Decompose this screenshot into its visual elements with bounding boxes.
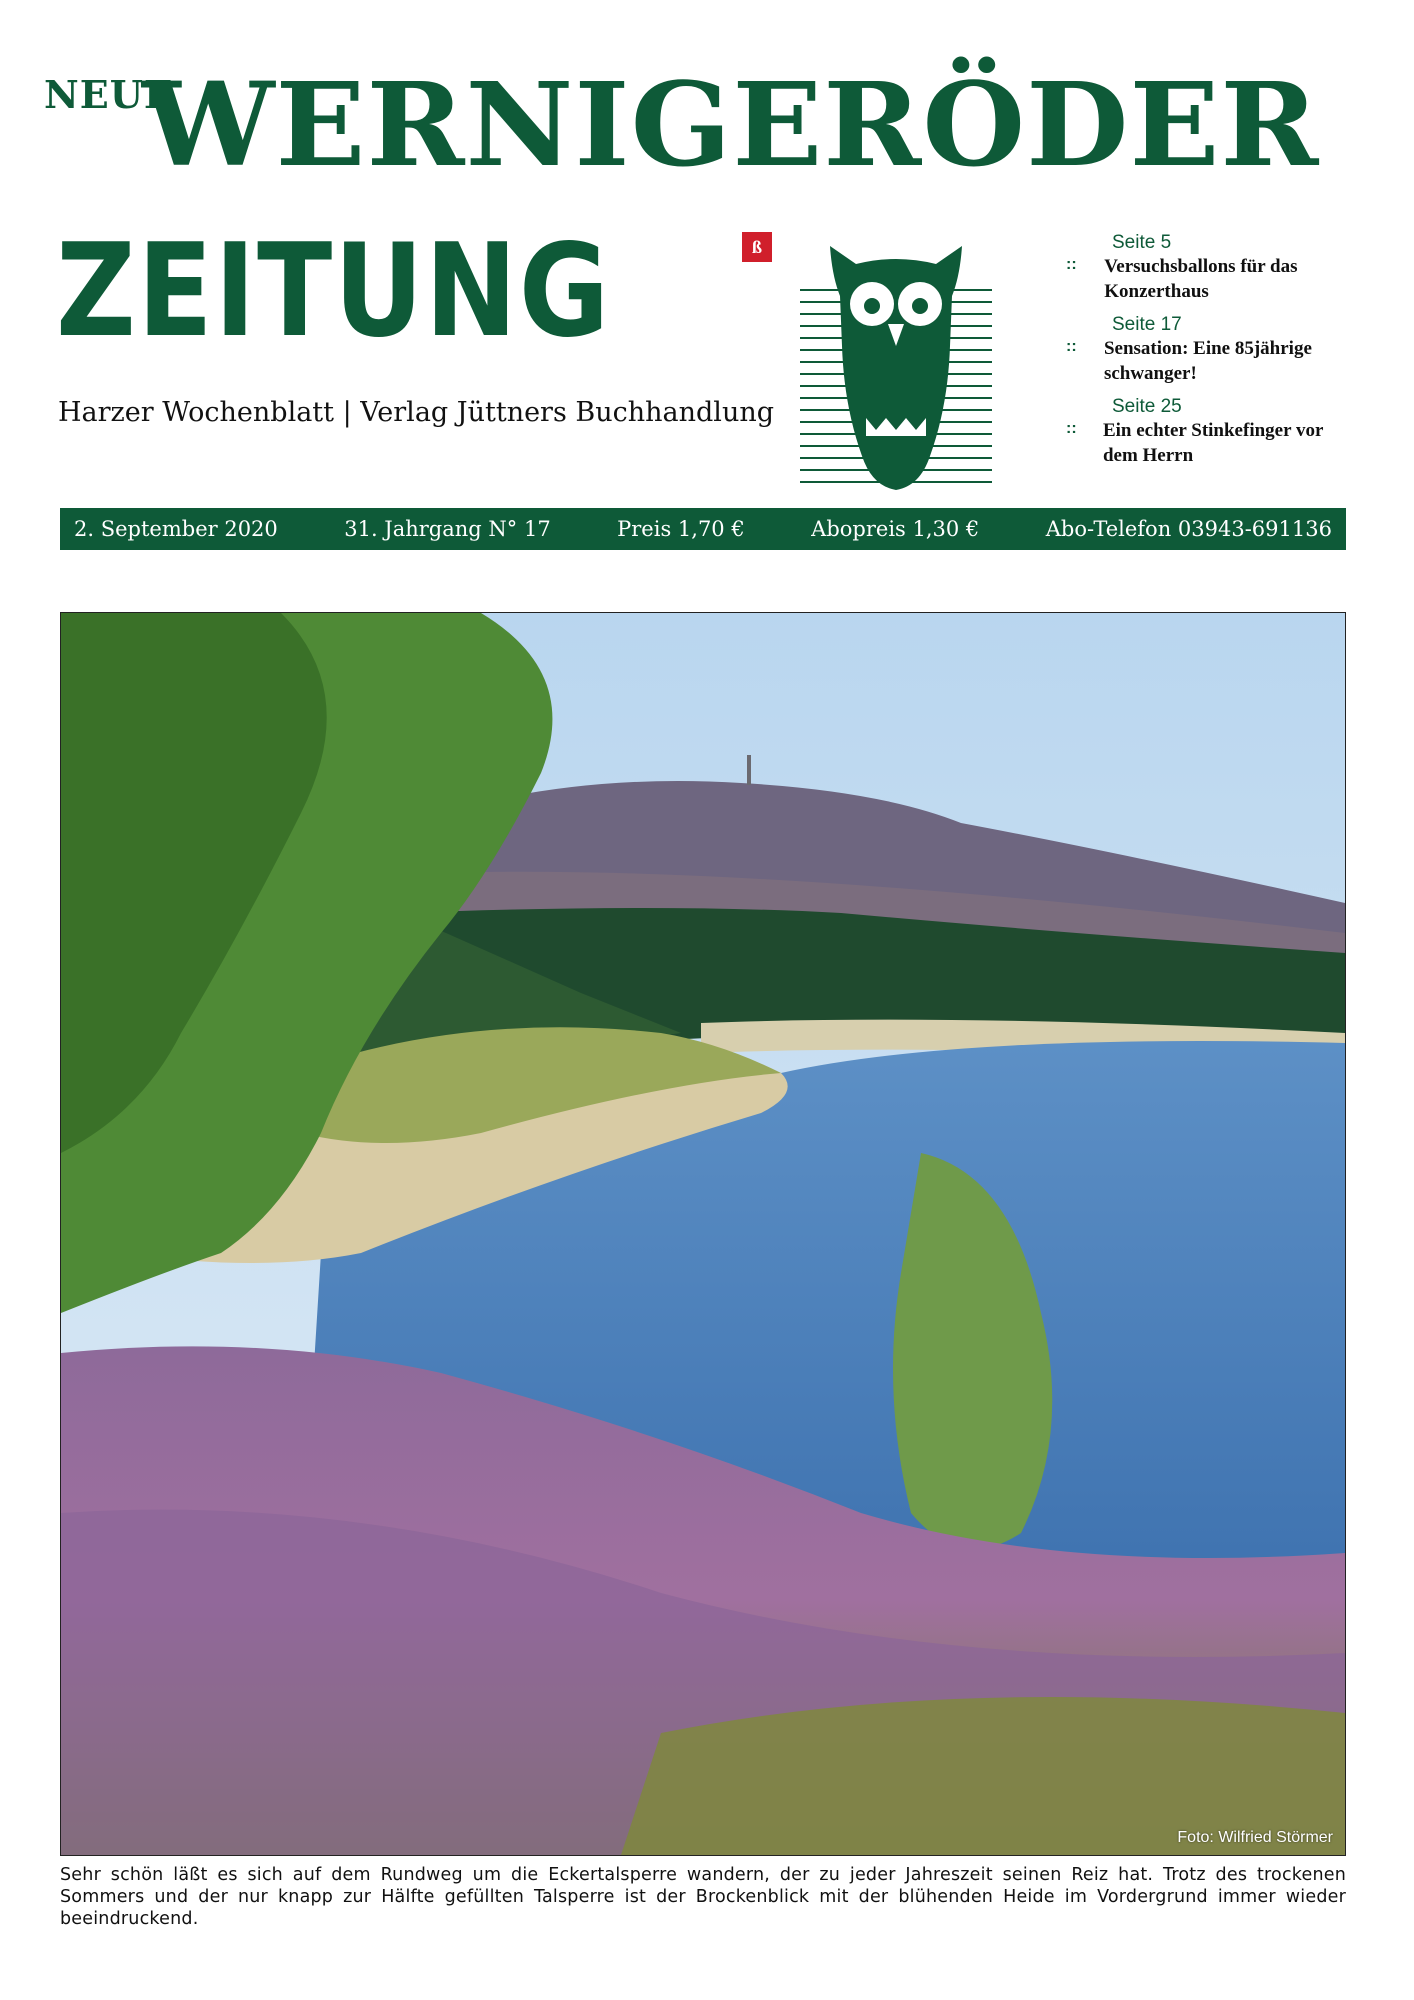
info-bar (60, 508, 1346, 550)
photo-caption: Sehr schön läßt es sich auf dem Rundweg um die Eckertalsperre wandern, der zu jeder Jahreszeit seinen Reiz hat. Trotz des trockenen Sommers und der nur knapp zur Hälfte gefüllten Talsperre ist der Brockenblick mit der blühenden Heide im Vordergrund immer wieder beeindruckend. (60, 1865, 1346, 1929)
teaser-bullet: :: (1066, 256, 1077, 273)
teaser-bullet: :: (1066, 338, 1077, 355)
teaser-page: Seite 5 (1112, 232, 1172, 253)
teaser-item[interactable] (1066, 314, 1356, 386)
masthead-title-line2: ZEITUNG (56, 217, 611, 366)
teaser-page: Seite 17 (1112, 314, 1182, 335)
masthead-tagline: Harzer Wochenblatt | Verlag Jüttners Buchhandlung (58, 397, 775, 428)
issue-price: Preis 1,70 € (617, 517, 745, 541)
issue-volume: 31. Jahrgang N° 17 (344, 517, 551, 541)
teaser-item[interactable] (1066, 232, 1356, 304)
teaser-bullet: :: (1066, 420, 1077, 437)
subscription-price: Abopreis 1,30 € (811, 517, 980, 541)
teaser-headline: Sensation: Eine 85jährige schwanger! (1103, 338, 1312, 384)
subscription-phone: Abo-Telefon 03943-691136 (1045, 517, 1332, 541)
teaser-headline: Versuchsballons für das Konzerthaus (1104, 256, 1298, 302)
publisher-logo: ß (742, 232, 772, 262)
masthead-neue: NEUE (44, 72, 174, 117)
masthead-title-line1: WERNIGERÖDER (142, 56, 1320, 193)
photo-credit: Foto: Wilfried Störmer (1177, 1829, 1333, 1846)
teaser-list (1066, 232, 1356, 478)
cover-photo (60, 612, 1346, 1856)
owl-logo-icon (800, 236, 992, 492)
teaser-headline: Ein echter Stinkefinger vor dem Herrn (1102, 420, 1324, 466)
teaser-page: Seite 25 (1112, 396, 1182, 417)
issue-date: 2. September 2020 (74, 517, 278, 541)
teaser-item[interactable] (1066, 396, 1356, 468)
